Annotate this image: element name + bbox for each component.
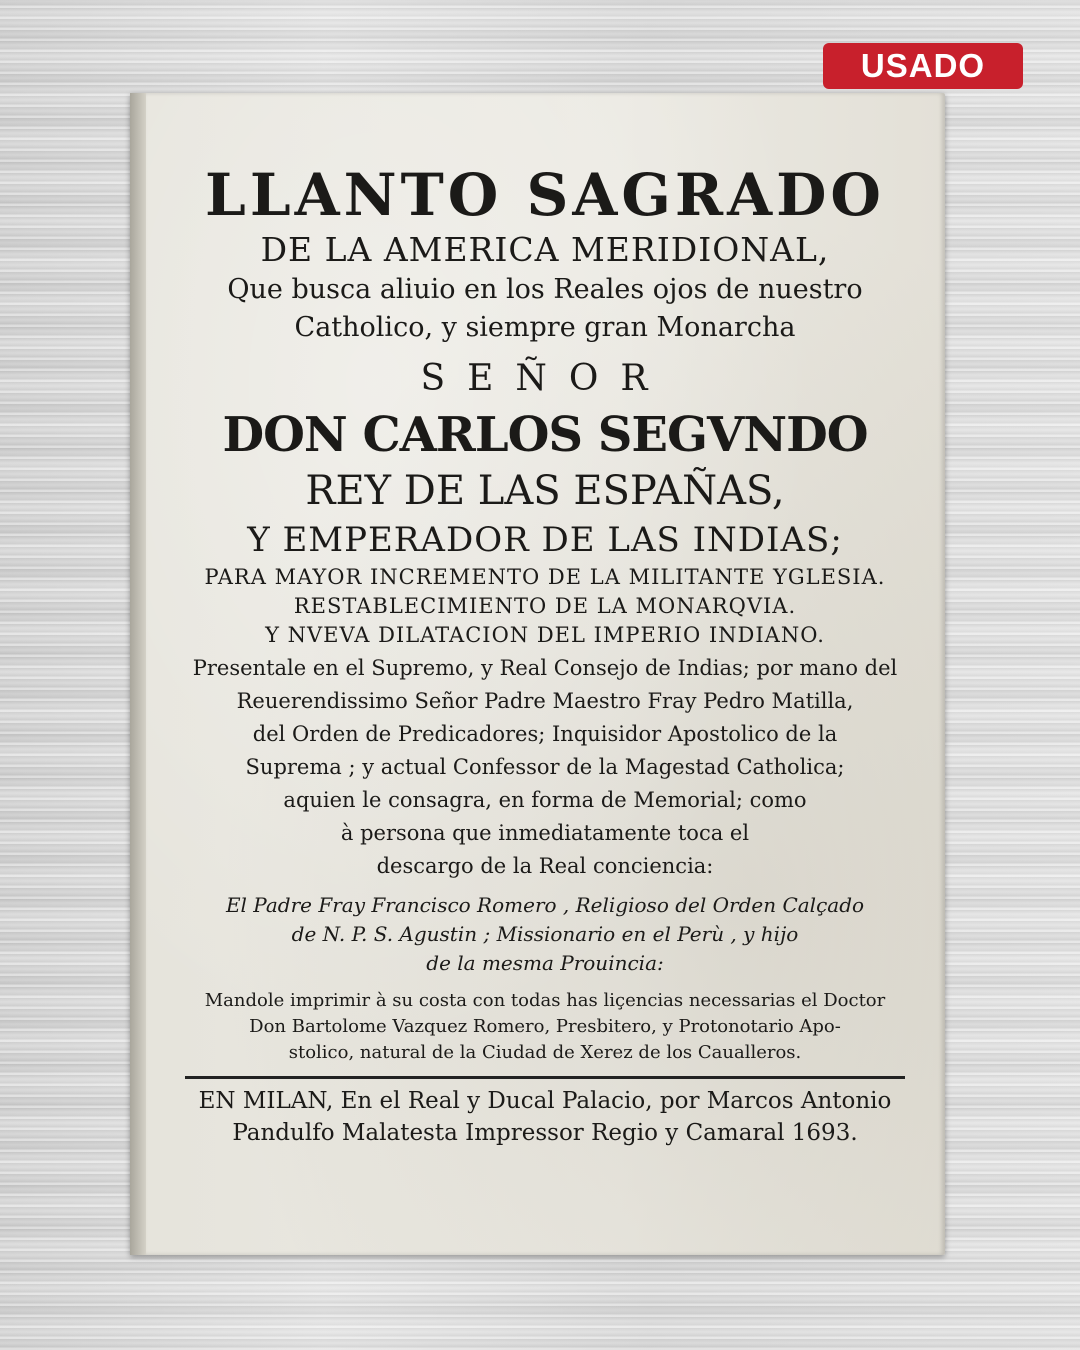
king-name: DON CARLOS SEGVNDO <box>222 407 868 463</box>
author-line: de la mesma Prouincia: <box>426 951 664 975</box>
presentation-line: aquien le consagra, en forma de Memorial; como <box>283 788 807 812</box>
purpose-line: RESTABLECIMIENTO DE LA MONARQVIA. <box>293 594 797 618</box>
book-title: LLANTO SAGRADO <box>205 161 885 229</box>
senor-heading: SEÑOR <box>420 358 670 399</box>
title-page <box>160 163 930 1149</box>
presentation-line: descargo de la Real conciencia: <box>376 854 714 878</box>
intro-line: Que busca aliuio en los Reales ojos de nuestro <box>227 274 863 305</box>
author-line: de N. P. S. Agustin ; Missionario en el Perù , y hijo <box>291 922 799 946</box>
author-line: El Padre Fray Francisco Romero , Religioso del Orden Calçado <box>225 893 865 917</box>
presentation-line: à persona que inmediatamente toca el <box>340 821 750 845</box>
printing-line: Mandole imprimir à su costa con todas has liçencias necessarias el Doctor <box>204 990 886 1011</box>
printing-line: Don Bartolome Vazquez Romero, Presbitero, y Protonotario Apo- <box>249 1016 841 1037</box>
used-condition-badge: USADO <box>823 43 1023 89</box>
intro-line: Catholico, y siempre gran Monarcha <box>294 312 796 343</box>
king-title-rey: REY DE LAS ESPAÑAS, <box>305 468 785 514</box>
king-title-emperador: Y EMPERADOR DE LAS INDIAS; <box>247 520 843 560</box>
printing-line: stolico, natural de la Ciudad de Xerez de los Caualleros. <box>288 1042 802 1063</box>
presentation-line: del Orden de Predicadores; Inquisidor Apostolico de la <box>252 722 838 746</box>
divider-rule <box>185 1076 905 1079</box>
purpose-line: Y NVEVA DILATACION DEL IMPERIO INDIANO. <box>265 623 825 647</box>
presentation-line: Suprema ; y actual Confessor de la Magestad Catholica; <box>245 755 845 779</box>
book-subtitle: DE LA AMERICA MERIDIONAL, <box>260 230 830 269</box>
presentation-line: Reuerendissimo Señor Padre Maestro Fray Pedro Matilla, <box>236 689 854 713</box>
purpose-line: PARA MAYOR INCREMENTO DE LA MILITANTE YGLESIA. <box>204 565 886 589</box>
presentation-line: Presentale en el Supremo, y Real Consejo de Indias; por mano del <box>192 656 898 680</box>
book-cover <box>130 93 945 1255</box>
book-spine <box>130 93 146 1255</box>
imprint-line: Pandulfo Malatesta Impressor Regio y Camaral 1693. <box>232 1120 858 1146</box>
imprint-line: EN MILAN, En el Real y Ducal Palacio, por Marcos Antonio <box>198 1088 892 1114</box>
